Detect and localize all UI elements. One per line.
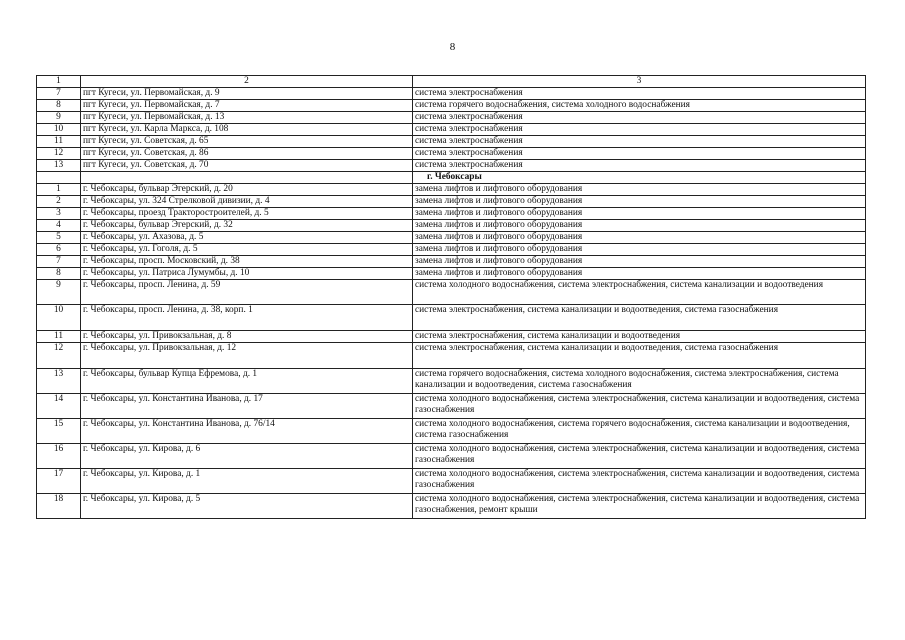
row-number: 9 (37, 280, 81, 305)
row-number: 16 (37, 444, 81, 469)
row-work: замена лифтов и лифтового оборудования (413, 244, 866, 256)
row-number: 13 (37, 160, 81, 172)
row-number: 11 (37, 136, 81, 148)
table-row (37, 343, 866, 369)
row-work: система холодного водоснабжения, система электроснабжения, система канализации и водоотведения, система газоснабжения (413, 444, 866, 469)
row-number: 14 (37, 394, 81, 419)
row-number: 10 (37, 305, 81, 331)
row-work: система электроснабжения (413, 88, 866, 100)
row-number: 4 (37, 220, 81, 232)
row-work: система электроснабжения (413, 124, 866, 136)
table-row (37, 100, 866, 112)
table-row (37, 232, 866, 244)
row-number: 11 (37, 331, 81, 343)
table-row (37, 419, 866, 444)
row-address: г. Чебоксары, ул. Привокзальная, д. 8 (81, 331, 413, 343)
row-work: система холодного водоснабжения, система электроснабжения, система канализации и водоотведения, система газоснабжения, ремонт крыши (413, 494, 866, 519)
header-col-3: 3 (413, 76, 866, 88)
row-work: система горячего водоснабжения, система холодного водоснабжения, система электроснабжения, система канализации и водоотведения, система газоснабжения (413, 369, 866, 394)
row-number: 6 (37, 244, 81, 256)
header-col-2: 2 (81, 76, 413, 88)
header-col-1: 1 (37, 76, 81, 88)
table-row (37, 394, 866, 419)
section-empty-cell (81, 172, 413, 184)
row-address: г. Чебоксары, ул. Константина Иванова, д. 76/14 (81, 419, 413, 444)
table-row (37, 208, 866, 220)
row-work: система электроснабжения, система канализации и водоотведения, система газоснабжения (413, 305, 866, 331)
table-row (37, 148, 866, 160)
row-work: система электроснабжения, система канализации и водоотведения (413, 331, 866, 343)
row-number: 12 (37, 148, 81, 160)
row-address: г. Чебоксары, ул. 324 Стрелковой дивизии, д. 4 (81, 196, 413, 208)
row-number: 17 (37, 469, 81, 494)
row-address: пгт Кугеси, ул. Первомайская, д. 9 (81, 88, 413, 100)
table-row (37, 244, 866, 256)
row-address: г. Чебоксары, просп. Московский, д. 38 (81, 256, 413, 268)
row-number: 3 (37, 208, 81, 220)
table-row (37, 494, 866, 519)
row-address: г. Чебоксары, ул. Константина Иванова, д. 17 (81, 394, 413, 419)
table-row (37, 196, 866, 208)
row-address: г. Чебоксары, ул. Гоголя, д. 5 (81, 244, 413, 256)
table-row (37, 444, 866, 469)
row-work: замена лифтов и лифтового оборудования (413, 232, 866, 244)
row-address: г. Чебоксары, ул. Кирова, д. 6 (81, 444, 413, 469)
table-header-row (37, 76, 866, 88)
row-address: г. Чебоксары, ул. Кирова, д. 5 (81, 494, 413, 519)
row-address: пгт Кугеси, ул. Советская, д. 70 (81, 160, 413, 172)
row-work: замена лифтов и лифтового оборудования (413, 196, 866, 208)
row-address: г. Чебоксары, просп. Ленина, д. 59 (81, 280, 413, 305)
row-address: г. Чебоксары, ул. Привокзальная, д. 12 (81, 343, 413, 369)
row-address: г. Чебоксары, бульвар Купца Ефремова, д. 1 (81, 369, 413, 394)
row-number: 12 (37, 343, 81, 369)
row-number: 18 (37, 494, 81, 519)
table-row (37, 220, 866, 232)
row-work: замена лифтов и лифтового оборудования (413, 268, 866, 280)
row-number: 8 (37, 100, 81, 112)
row-number: 2 (37, 196, 81, 208)
row-address: пгт Кугеси, ул. Карла Маркса, д. 108 (81, 124, 413, 136)
row-number: 15 (37, 419, 81, 444)
table-row (37, 331, 866, 343)
table-row (37, 112, 866, 124)
table-row (37, 369, 866, 394)
row-address: г. Чебоксары, ул. Кирова, д. 1 (81, 469, 413, 494)
row-work: система холодного водоснабжения, система электроснабжения, система канализации и водоотведения (413, 280, 866, 305)
row-work: система электроснабжения, система канализации и водоотведения, система газоснабжения (413, 343, 866, 369)
row-work: замена лифтов и лифтового оборудования (413, 208, 866, 220)
table-row (37, 88, 866, 100)
table-row (37, 160, 866, 172)
table-row (37, 280, 866, 305)
row-number: 7 (37, 88, 81, 100)
row-work: замена лифтов и лифтового оборудования (413, 184, 866, 196)
row-number: 13 (37, 369, 81, 394)
row-number: 7 (37, 256, 81, 268)
row-address: г. Чебоксары, просп. Ленина, д. 38, корп. 1 (81, 305, 413, 331)
row-work: система электроснабжения (413, 136, 866, 148)
works-table (36, 75, 866, 519)
table-row (37, 124, 866, 136)
row-address: г. Чебоксары, бульвар Эгерский, д. 32 (81, 220, 413, 232)
table-row (37, 305, 866, 331)
table-row (37, 469, 866, 494)
section-empty-cell (37, 172, 81, 184)
table-row (37, 184, 866, 196)
row-work: система электроснабжения (413, 112, 866, 124)
row-work: система электроснабжения (413, 148, 866, 160)
row-address: г. Чебоксары, бульвар Эгерский, д. 20 (81, 184, 413, 196)
row-number: 8 (37, 268, 81, 280)
row-address: пгт Кугеси, ул. Советская, д. 65 (81, 136, 413, 148)
row-work: замена лифтов и лифтового оборудования (413, 256, 866, 268)
table-row (37, 136, 866, 148)
page-number: 8 (449, 41, 456, 53)
section-title: г. Чебоксары (413, 172, 866, 184)
row-address: г. Чебоксары, ул. Ахазова, д. 5 (81, 232, 413, 244)
row-number: 10 (37, 124, 81, 136)
row-number: 9 (37, 112, 81, 124)
row-address: г. Чебоксары, проезд Тракторостроителей, д. 5 (81, 208, 413, 220)
table-row (37, 256, 866, 268)
row-work: система электроснабжения (413, 160, 866, 172)
row-address: пгт Кугеси, ул. Первомайская, д. 7 (81, 100, 413, 112)
table-row (37, 268, 866, 280)
row-address: пгт Кугеси, ул. Советская, д. 86 (81, 148, 413, 160)
row-work: система холодного водоснабжения, система электроснабжения, система канализации и водоотведения, система газоснабжения (413, 394, 866, 419)
section-row (37, 172, 866, 184)
row-address: пгт Кугеси, ул. Первомайская, д. 13 (81, 112, 413, 124)
row-work: замена лифтов и лифтового оборудования (413, 220, 866, 232)
row-number: 5 (37, 232, 81, 244)
row-number: 1 (37, 184, 81, 196)
row-work: система холодного водоснабжения, система электроснабжения, система канализации и водоотведения, система газоснабжения (413, 469, 866, 494)
row-address: г. Чебоксары, ул. Патриса Лумумбы, д. 10 (81, 268, 413, 280)
row-work: система горячего водоснабжения, система холодного водоснабжения (413, 100, 866, 112)
row-work: система холодного водоснабжения, система горячего водоснабжения, система канализации и водоотведения, система газоснабжения (413, 419, 866, 444)
